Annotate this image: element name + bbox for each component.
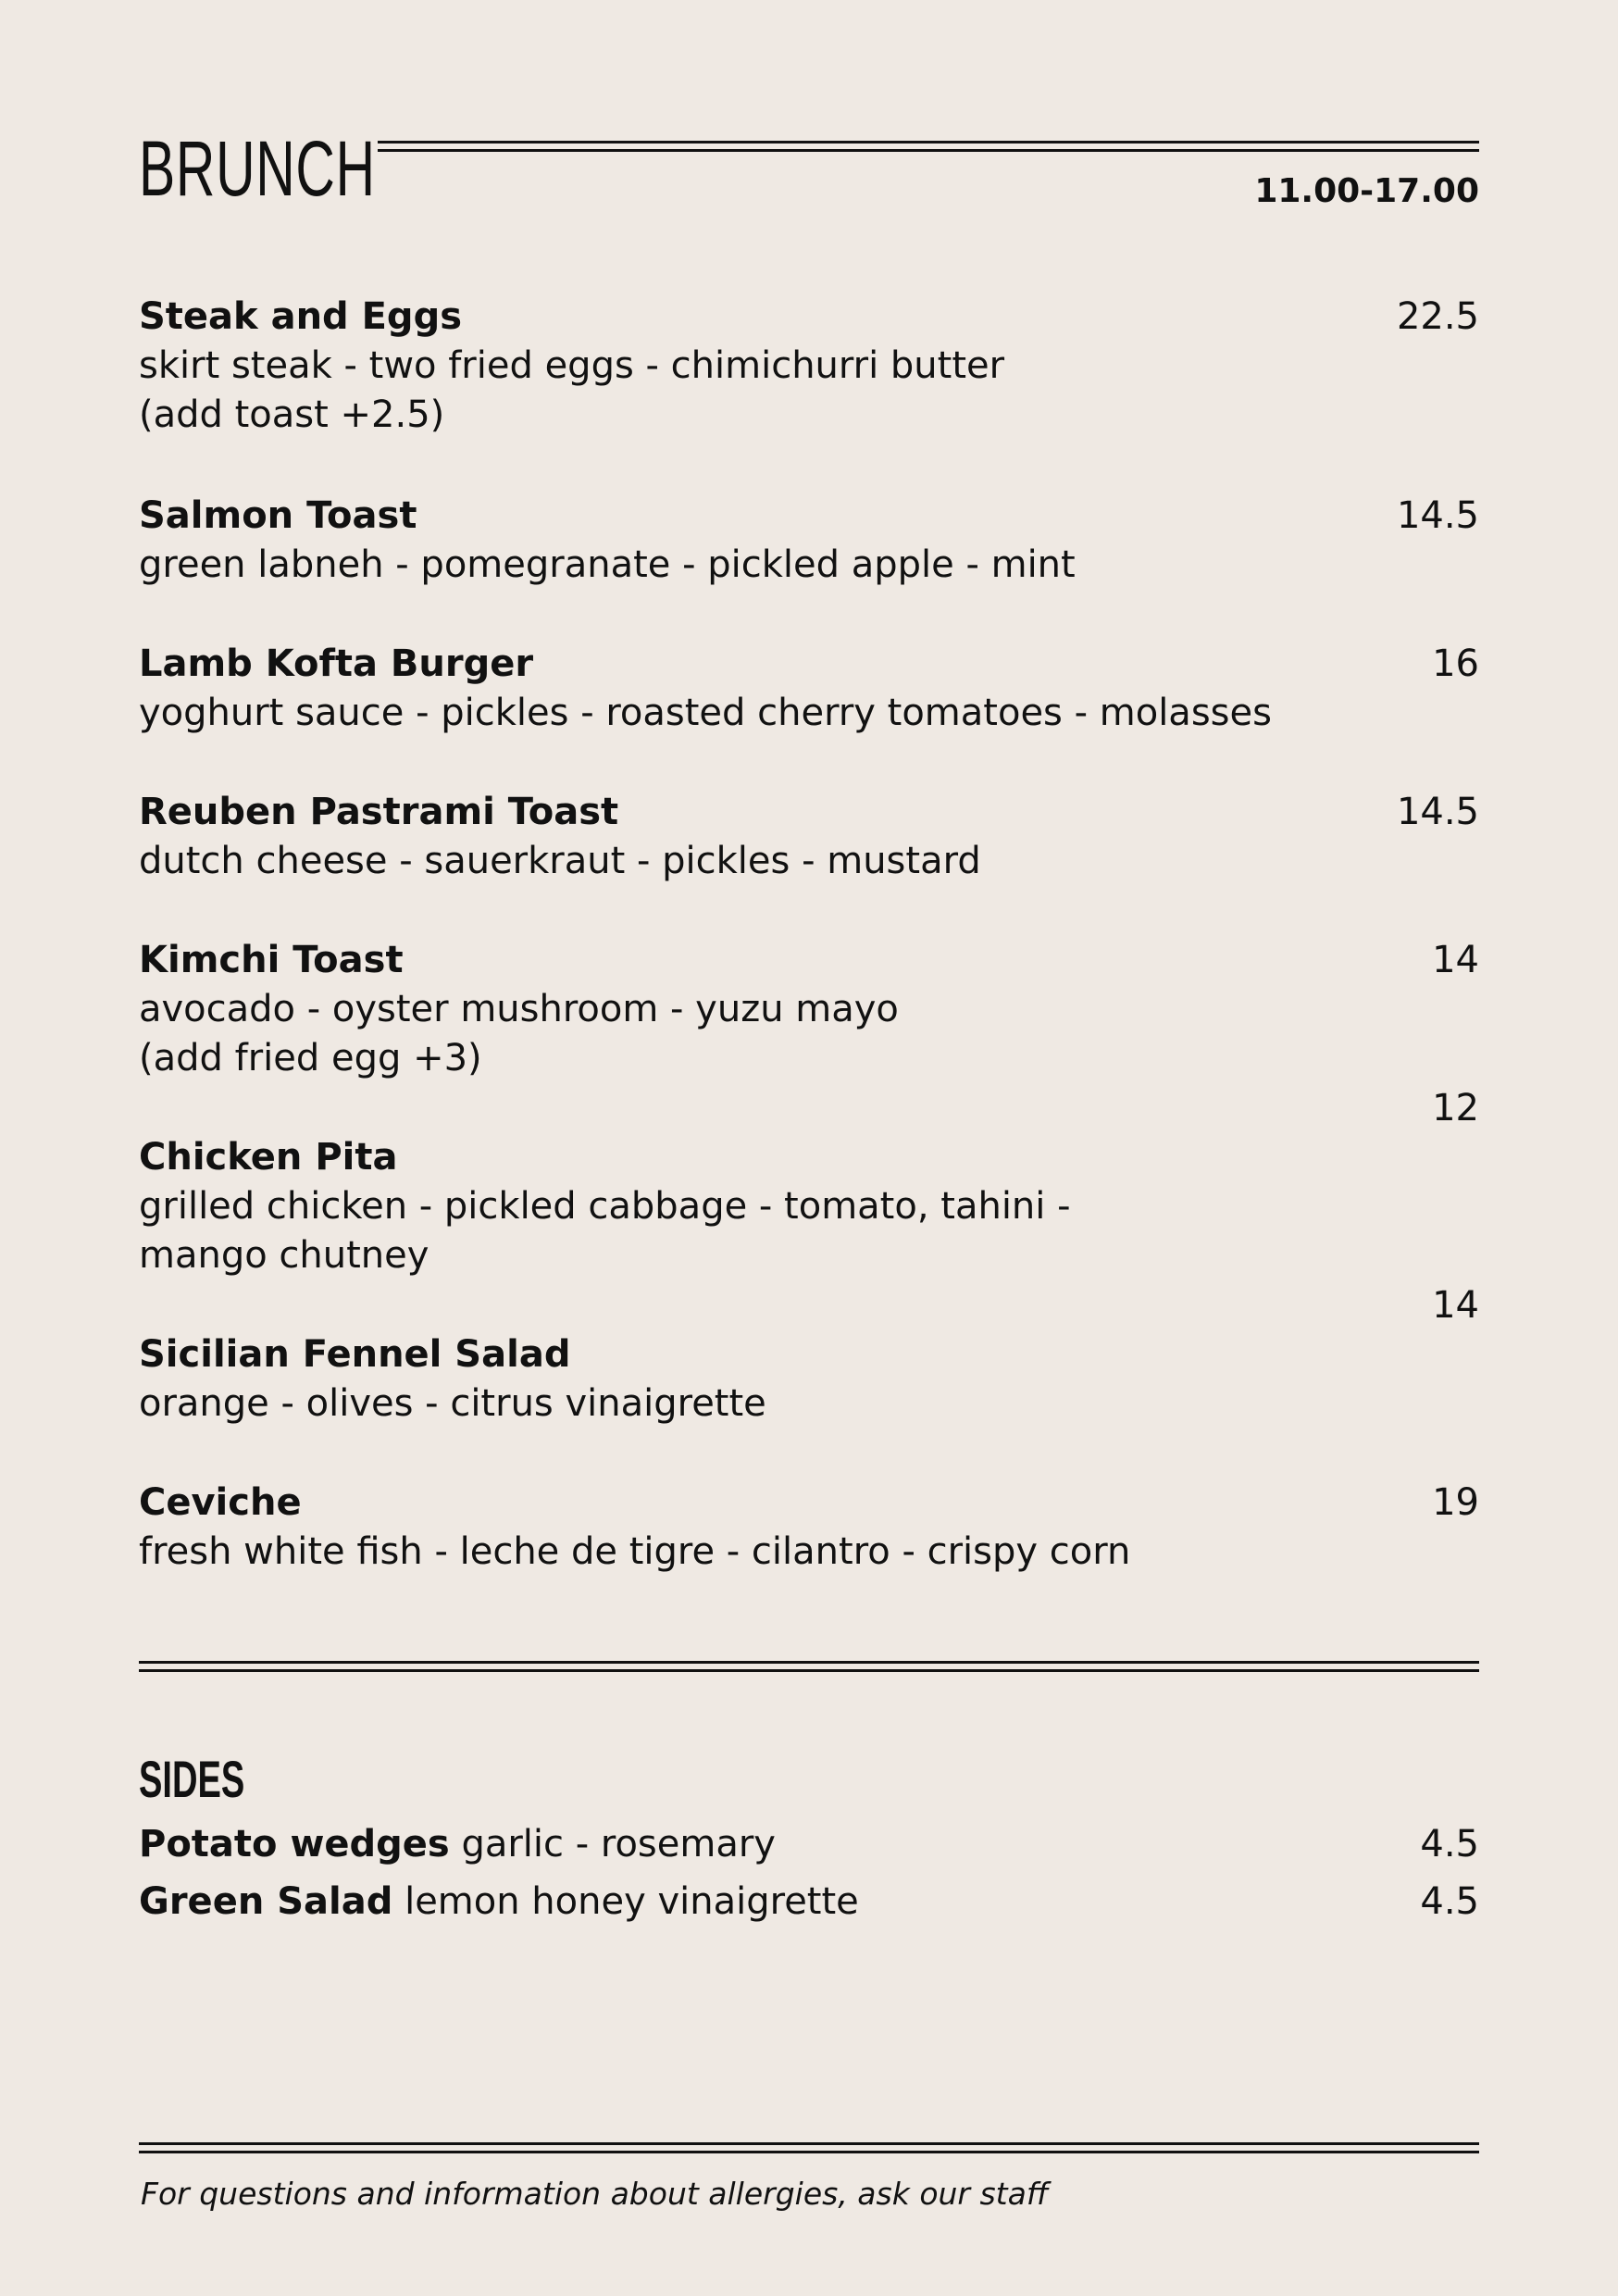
menu-item-name: Sicilian Fennel Salad — [139, 1333, 571, 1376]
menu-item-name: Chicken Pita — [139, 1136, 398, 1179]
side-item-name: Potato wedges — [139, 1823, 450, 1866]
allergy-note: For questions and information about allergies, ask our staff — [141, 2176, 1049, 2212]
header-divider — [378, 141, 1479, 152]
menu-item — [139, 936, 1479, 1083]
sides-title: SIDES — [139, 1750, 245, 1808]
menu-item-description: (add fried egg +3) — [139, 1037, 482, 1079]
menu-item-name: Salmon Toast — [139, 494, 417, 537]
menu-item-price: 16 — [1432, 643, 1479, 685]
footer-divider — [139, 2142, 1479, 2153]
menu-item-price: 14 — [1432, 1284, 1479, 1327]
menu-item-name: Kimchi Toast — [139, 939, 404, 981]
menu-item-name: Steak and Eggs — [139, 295, 463, 338]
page-title: BRUNCH — [139, 125, 376, 212]
menu-item-description: yoghurt sauce - pickles - roasted cherry tomatoes - molasses — [139, 692, 1272, 734]
side-item-description: lemon honey vinaigrette — [404, 1880, 859, 1923]
menu-item-description: orange - olives - citrus vinaigrette — [139, 1382, 766, 1425]
menu-item — [139, 1284, 1479, 1429]
menu-item-price: 14.5 — [1396, 791, 1479, 833]
menu-item — [139, 293, 1479, 440]
menu-item-price: 22.5 — [1396, 295, 1479, 338]
opening-hours: 11.00-17.00 — [1254, 172, 1479, 210]
menu-item-description: (add toast +2.5) — [139, 393, 445, 436]
side-item-price: 4.5 — [1420, 1880, 1479, 1923]
menu-item-description: skirt steak - two fried eggs - chimichurri butter — [139, 344, 1005, 387]
side-item-name: Green Salad — [139, 1880, 393, 1923]
side-item — [139, 1820, 1479, 1869]
menu-item-description: avocado - oyster mushroom - yuzu mayo — [139, 988, 899, 1030]
menu-item-price: 14.5 — [1396, 494, 1479, 537]
section-divider — [139, 1661, 1479, 1672]
menu-page — [139, 0, 1479, 2296]
side-item-description: garlic - rosemary — [461, 1823, 776, 1866]
menu-item — [139, 640, 1479, 738]
menu-item — [139, 492, 1479, 590]
menu-item-description: dutch cheese - sauerkraut - pickles - mustard — [139, 840, 981, 882]
side-item — [139, 1878, 1479, 1927]
menu-item-name: Lamb Kofta Burger — [139, 643, 534, 685]
menu-item-price: 19 — [1432, 1481, 1479, 1524]
menu-item-description: grilled chicken - pickled cabbage - tomato, tahini - — [139, 1185, 1071, 1228]
menu-item-name: Ceviche — [139, 1481, 302, 1524]
side-item-price: 4.5 — [1420, 1823, 1479, 1866]
menu-item — [139, 788, 1479, 886]
menu-item — [139, 1087, 1479, 1280]
menu-item-name: Reuben Pastrami Toast — [139, 791, 619, 833]
menu-item-description: green labneh - pomegranate - pickled apple - mint — [139, 543, 1076, 586]
menu-item-price: 12 — [1432, 1087, 1479, 1129]
menu-item-price: 14 — [1432, 939, 1479, 981]
menu-item-description: mango chutney — [139, 1234, 429, 1277]
menu-item — [139, 1479, 1479, 1577]
menu-item-description: fresh white fish - leche de tigre - cilantro - crispy corn — [139, 1530, 1131, 1573]
